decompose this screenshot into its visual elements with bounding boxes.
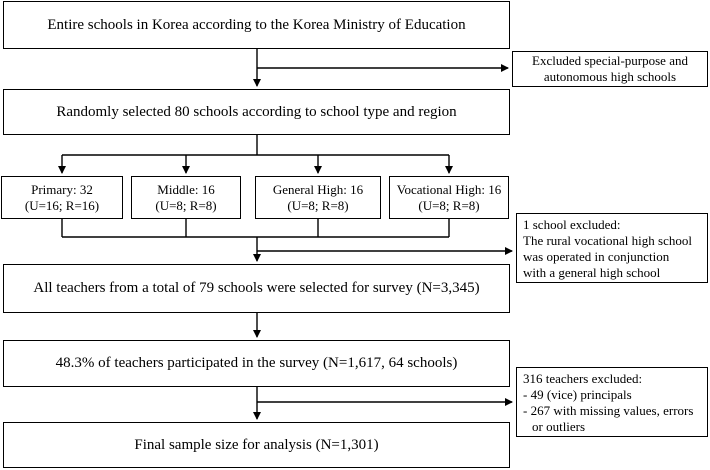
exclusion2-line3: was operated in conjunction bbox=[523, 249, 670, 264]
exclusion1-box bbox=[512, 51, 708, 87]
group-vocational-box bbox=[389, 176, 509, 219]
step1-box bbox=[3, 1, 510, 49]
exclusion2-line4: with a general high school bbox=[523, 265, 661, 280]
step2-box bbox=[3, 89, 510, 135]
step3-text: All teachers from a total of 79 schools were selected for survey (N=3,345) bbox=[33, 280, 480, 296]
group-middle-title: Middle: 16 bbox=[157, 181, 215, 197]
exclusion3-box bbox=[516, 367, 708, 437]
step4-text: 48.3% of teachers participated in the survey (N=1,617, 64 schools) bbox=[55, 355, 458, 371]
exclusion2-line2: The rural vocational high school bbox=[523, 233, 692, 248]
group-primary-title: Primary: 32 bbox=[31, 181, 93, 197]
step2-text: Randomly selected 80 schools according to school type and region bbox=[56, 103, 457, 120]
exclusion3-line2: - 49 (vice) principals bbox=[523, 387, 632, 402]
exclusion2-line1: 1 school excluded: bbox=[523, 217, 621, 232]
group-middle-box bbox=[131, 176, 241, 219]
exclusion2-box bbox=[516, 213, 708, 283]
exclusion1-line2: autonomous high schools bbox=[543, 69, 677, 84]
group-primary-detail: (U=16; R=16) bbox=[24, 197, 100, 213]
step3-box bbox=[3, 264, 510, 313]
group-general-title: General High: 16 bbox=[272, 181, 364, 197]
exclusion3-line4: or outliers bbox=[532, 419, 586, 434]
group-middle-detail: (U=8; R=8) bbox=[155, 197, 217, 213]
group-general-box bbox=[255, 176, 381, 219]
group-vocational-title: Vocational High: 16 bbox=[396, 181, 502, 197]
exclusion3-line3: - 267 with missing values, errors bbox=[523, 403, 694, 418]
exclusion3-line1: 316 teachers excluded: bbox=[523, 371, 643, 386]
exclusion1-line1: Excluded special-purpose and bbox=[532, 53, 688, 68]
group-vocational-detail: (U=8; R=8) bbox=[418, 197, 480, 213]
step1-text: Entire schools in Korea according to the Korea Ministry of Education bbox=[47, 16, 466, 33]
group-primary-box bbox=[1, 176, 123, 219]
step5-text: Final sample size for analysis (N=1,301) bbox=[134, 436, 379, 453]
step5-box bbox=[3, 422, 510, 468]
step4-box bbox=[3, 340, 510, 387]
group-general-detail: (U=8; R=8) bbox=[287, 197, 349, 213]
